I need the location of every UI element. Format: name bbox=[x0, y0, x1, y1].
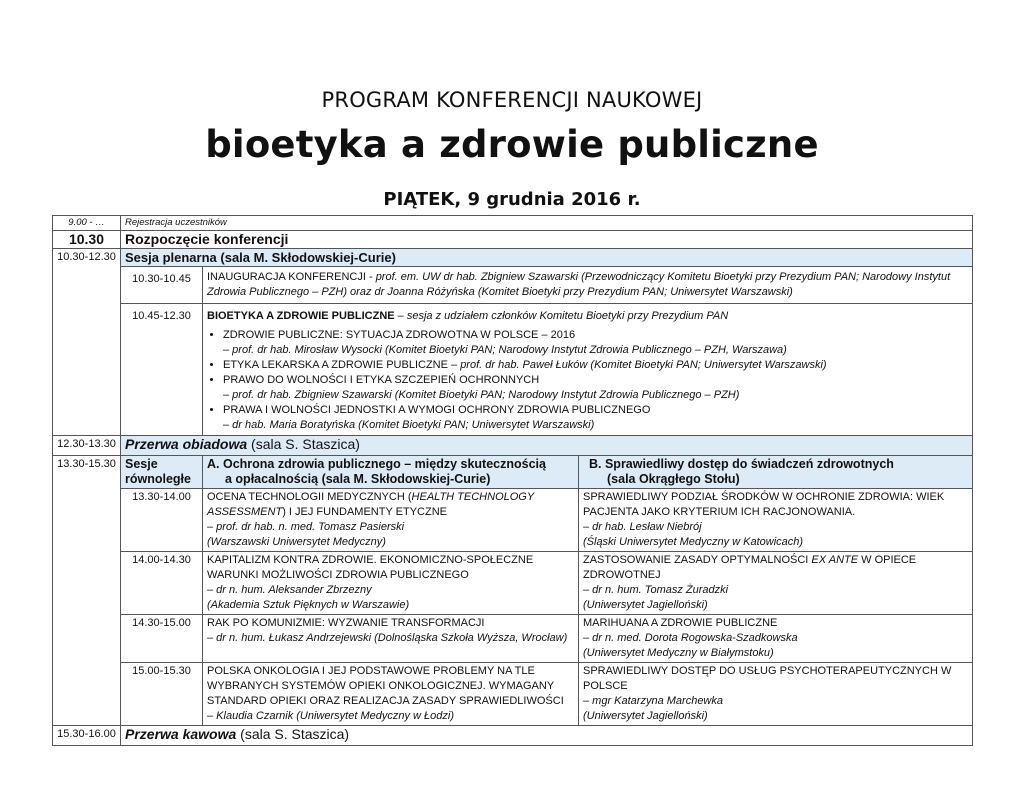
table-row-parallel-header bbox=[53, 456, 973, 489]
slot-b-cell bbox=[579, 552, 973, 615]
plenary-session-cell bbox=[203, 304, 973, 436]
coffee-time: 15.30-16.00 bbox=[53, 726, 121, 746]
topic-speaker: – dr hab. Maria Boratyńska (Komitet Bioetyki PAN; Uniwersytet Warszawski) bbox=[223, 419, 595, 431]
slot-a-cell bbox=[203, 489, 579, 552]
slot-a-affiliation: (Warszawski Uniwersytet Medyczny) bbox=[207, 536, 386, 548]
table-row bbox=[53, 663, 973, 726]
topic-speaker: – prof. dr hab. Zbigniew Szawarski (Komitet Bioetyki PAN; Narodowy Instytut Zdrowia Publicznego – PZH) bbox=[223, 389, 740, 401]
coffee-cell bbox=[121, 726, 973, 746]
session-a-line-2: a opłacalnością (sala M. Skłodowskiej-Curie) bbox=[225, 472, 491, 486]
table-row-opening bbox=[53, 231, 973, 249]
topic-title: ETYKA LEKARSKA A ZDROWIE PUBLICZNE bbox=[223, 359, 452, 371]
slot-time: 14.30-15.00 bbox=[121, 615, 203, 663]
slot-a-title: KAPITALIZM KONTRA ZDROWIE. EKONOMICZNO-SPOŁECZNE WARUNKI MOŻLIWOŚCI ZDROWIA PUBLICZNEGO bbox=[207, 554, 534, 581]
parallel-label-line-1: Sesje bbox=[125, 457, 158, 471]
inauguration-title: INAUGURACJA KONFERENCJI - bbox=[207, 271, 376, 283]
slot-b-speaker: – dr n. med. Dorota Rogowska-Szadkowska bbox=[583, 632, 798, 644]
table-row-plenary bbox=[53, 249, 973, 267]
table-row bbox=[53, 615, 973, 663]
topic-title: • PRAWO DO WOLNOŚCI I ETYKA SZCZEPIEŃ OCHRONNYCH bbox=[223, 374, 540, 386]
slot-a-title: POLSKA ONKOLOGIA I JEJ PODSTAWOWE PROBLEMY NA TLE WYBRANYCH SYSTEMÓW OPIEKI ONKOLOGICZNEJ. WYMAGANY STANDARD OPIEKI ORAZ REALIZACJA ZASADY SPRAWIEDLIWOŚCI bbox=[207, 665, 564, 707]
slot-b-title: MARIHUANA A ZDROWIE PUBLICZNE bbox=[583, 617, 778, 629]
table-row-registration bbox=[53, 216, 973, 231]
slot-b-affiliation: (Uniwersytet Jagielloński) bbox=[583, 710, 708, 722]
table-row-inauguration bbox=[53, 267, 973, 304]
topic-speaker: – prof. dr hab. Mirosław Wysocki (Komitet Bioetyki PAN; Narodowy Instytut Zdrowia Publicznego – PZH, Warszawa) bbox=[223, 344, 787, 356]
lunch-cell bbox=[121, 436, 973, 456]
slot-b-affiliation: (Uniwersytet Jagielloński) bbox=[583, 599, 708, 611]
slot-b-cell bbox=[579, 489, 973, 552]
slot-a-cell bbox=[203, 552, 579, 615]
slot-b-title-italic: EX ANTE bbox=[811, 554, 859, 566]
slot-b-speaker: – dr n. hum. Tomasz Żuradzki bbox=[583, 584, 729, 596]
slot-a-speaker: – Klaudia Czarnik (Uniwersytet Medyczny w Łodzi) bbox=[207, 710, 454, 722]
slot-b-affiliation: (Uniwersytet Medyczny w Białymstoku) bbox=[583, 647, 774, 659]
slot-a-affiliation: (Akademia Sztuk Pięknych w Warszawie) bbox=[207, 599, 410, 611]
slot-a-speaker: – prof. dr hab. n. med. Tomasz Pasierski bbox=[207, 521, 405, 533]
page-title: bioetyka a zdrowie publiczne bbox=[205, 123, 819, 166]
coffee-location: (sala S. Staszica) bbox=[236, 726, 350, 742]
inauguration-text: prof. em. UW dr hab. Zbigniew Szawarski (Przewodniczący Komitetu Bioetyki przy Prezydium PAN; Narodowy Instytut Zdrowia Publicznego – PZH) oraz dr Joanna Różyńska (Komitet Bioetyki przy Prezydium PAN; Uniwersytet Warszawski) bbox=[207, 271, 951, 298]
table-row-plenary-session bbox=[53, 304, 973, 436]
slot-a-title: OCENA TECHNOLOGII MEDYCZNYCH ( bbox=[207, 491, 412, 503]
slot-a-cell bbox=[203, 663, 579, 726]
topic-title: • ZDROWIE PUBLICZNE: SYTUACJA ZDROWOTNA W POLSCE – 2016 bbox=[223, 329, 576, 341]
session-b-line-1: B. Sprawiedliwy dostęp do świadczeń zdrowotnych bbox=[589, 457, 894, 471]
slot-a-speaker: – dr n. hum. Łukasz Andrzejewski (Dolnośląska Szkoła Wyższa, Wrocław) bbox=[207, 632, 568, 644]
slot-b-speaker: – dr hab. Lesław Niebrój bbox=[583, 521, 702, 533]
plenary-session-subtitle: – sesja z udziałem członków Komitetu Bioetyki przy Prezydium PAN bbox=[394, 310, 729, 322]
list-item bbox=[223, 403, 968, 433]
slot-b-title: SPRAWIEDLIWY DOSTĘP DO USŁUG PSYCHOTERAPEUTYCZNYCH W POLSCE bbox=[583, 665, 952, 692]
session-b-line-2: (sala Okrągłego Stołu) bbox=[607, 472, 740, 486]
slot-a-title: RAK PO KOMUNIZMIE: WYZWANIE TRANSFORMACJI bbox=[207, 617, 485, 629]
lunch-time: 12.30-13.30 bbox=[53, 436, 121, 456]
registration-time: 9.00 - … bbox=[53, 216, 121, 231]
opening-time: 10.30 bbox=[53, 231, 121, 249]
parallel-label bbox=[121, 456, 203, 489]
slot-b-title: ZASTOSOWANIE ZASADY OPTYMALNOŚCI bbox=[583, 554, 812, 566]
table-row-lunch bbox=[53, 436, 973, 456]
parallel-time: 13.30-15.30 bbox=[53, 456, 121, 726]
lunch-title: Przerwa obiadowa bbox=[125, 436, 248, 452]
plenary-time: 10.30-12.30 bbox=[53, 249, 121, 436]
inauguration-time: 10.30-10.45 bbox=[121, 267, 203, 304]
program-table bbox=[52, 215, 973, 746]
registration-label: Rejestracja uczestników bbox=[121, 216, 973, 231]
slot-b-title: SPRAWIEDLIWY PODZIAŁ ŚRODKÓW W OCHRONIE ZDROWIA: WIEK PACJENTA JAKO KRYTERIUM ICH RACJONOWANIA. bbox=[583, 491, 945, 518]
lunch-location: (sala S. Staszica) bbox=[247, 436, 360, 452]
session-b-header bbox=[579, 456, 973, 489]
session-a-line-1: A. Ochrona zdrowia publicznego – między skutecznością bbox=[207, 457, 546, 471]
slot-b-speaker: – mgr Katarzyna Marchewka bbox=[583, 695, 723, 707]
topic-speaker: – prof. dr hab. Paweł Łuków (Komitet Bioetyki PAN; Uniwersytet Warszawski) bbox=[451, 359, 827, 371]
list-item bbox=[223, 328, 968, 358]
plenary-label: Sesja plenarna (sala M. Skłodowskiej-Curie) bbox=[121, 249, 973, 267]
plenary-session-time: 10.45-12.30 bbox=[121, 304, 203, 436]
table-row bbox=[53, 489, 973, 552]
slot-b-affiliation: (Śląski Uniwersytet Medyczny w Katowicach) bbox=[583, 536, 804, 548]
parallel-label-line-2: równoległe bbox=[125, 472, 191, 486]
slot-time: 13.30-14.00 bbox=[121, 489, 203, 552]
page-subtitle: PROGRAM KONFERENCJI NAUKOWEJ bbox=[321, 88, 703, 112]
coffee-title: Przerwa kawowa bbox=[125, 726, 237, 742]
plenary-session-title: BIOETYKA A ZDROWIE PUBLICZNE bbox=[207, 310, 395, 322]
topic-title: • PRAWA I WOLNOŚCI JEDNOSTKI A WYMOGI OCHRONY ZDROWIA PUBLICZNEGO bbox=[223, 404, 651, 416]
slot-a-title-italic: HEALTH TECHNOLOGY ASSESSMENT bbox=[207, 491, 534, 518]
opening-label: Rozpoczęcie konferencji bbox=[121, 231, 973, 249]
slot-b-cell bbox=[579, 615, 973, 663]
slot-time: 15.00-15.30 bbox=[121, 663, 203, 726]
topic-list bbox=[207, 328, 968, 433]
table-row bbox=[53, 552, 973, 615]
slot-b-title-end: W OPIECE ZDROWOTNEJ bbox=[583, 554, 917, 581]
session-a-header bbox=[203, 456, 579, 489]
slot-a-speaker: – dr n. hum. Aleksander Zbrzezny bbox=[207, 584, 372, 596]
slot-a-cell bbox=[203, 615, 579, 663]
table-row-coffee bbox=[53, 726, 973, 746]
date-line: PIĄTEK, 9 grudnia 2016 r. bbox=[383, 189, 641, 210]
inauguration-cell bbox=[203, 267, 973, 304]
slot-a-title-end: ) I JEJ FUNDAMENTY ETYCZNE bbox=[282, 506, 447, 518]
list-item bbox=[223, 358, 968, 373]
list-item bbox=[223, 373, 968, 403]
slot-time: 14.00-14.30 bbox=[121, 552, 203, 615]
slot-b-cell bbox=[579, 663, 973, 726]
